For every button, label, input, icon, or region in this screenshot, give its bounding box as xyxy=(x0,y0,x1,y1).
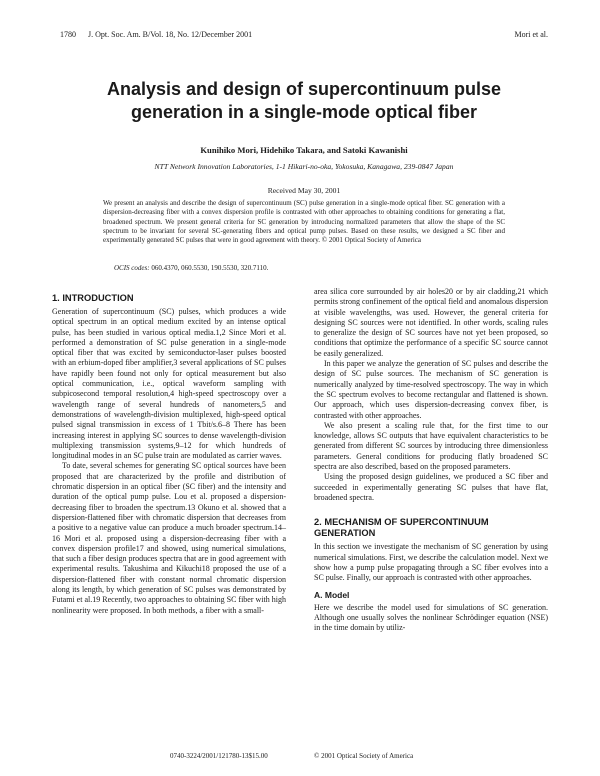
intro-paragraph: Using the proposed design guidelines, we produced a SC fiber and succeeded in experimentally generating SC pulses that have flat, broadened spectra. xyxy=(314,472,548,502)
right-column xyxy=(314,287,548,634)
ocis-codes xyxy=(114,264,268,272)
received-date: Received May 30, 2001 xyxy=(267,186,341,195)
running-authors: Mori et al. xyxy=(514,30,548,39)
intro-paragraph: To date, several schemes for generating SC optical sources have been proposed that are characterized by the profile and distribution of chromatic dispersion in an optical fiber (SC fiber) and the intensity and duration of the optical pump pulse. Lou et al. proposed a dispersion-decreasing fiber to broaden the spectrum.13 Okuno et al. showed that a dispersion-flattened fiber with chromatic dispersion that decreases from a positive to a negative value can produce a much broader spectrum.14–16 Mori et al. proposed using a dispersion-decreasing fiber with a convex dispersion profile17 and showed, using numerical simulations, that such a fiber design produces spectra that are in good agreement with experimental results. Takushima and Kikuchi18 proposed the use of a dispersion-flattened fiber with constant normal chromatic dispersion along its length, by which generation of SC pulses was demonstrated by Futami et al.19 Recently, two approaches to obtaining SC fiber with high nonlinearity were proposed. In both methods, a fiber with a small- xyxy=(52,461,286,615)
mechanism-paragraph: In this section we investigate the mechanism of SC generation by using numerical simulations. First, we describe the calculation model. Next we show how a pump pulse propagating through a SC fiber evolves into a SC pulse. Finally, our approach is contrasted with other approaches. xyxy=(314,542,548,583)
subsection-heading-model: A. Model xyxy=(314,590,350,601)
section-heading-mechanism: 2. MECHANISM OF SUPERCONTINUUM GENERATION xyxy=(314,517,489,539)
section-heading-introduction: 1. INTRODUCTION xyxy=(52,293,134,303)
model-paragraph: Here we describe the model used for simulations of SC generation. Although one usually solves the nonlinear Schrödinger equation (NSE) in the time domain by utiliz- xyxy=(314,602,548,633)
page-footer xyxy=(170,752,414,760)
paper-title: Analysis and design of supercontinuum pulse generation in a single-mode optical fiber xyxy=(106,79,502,122)
journal-citation: J. Opt. Soc. Am. B/Vol. 18, No. 12/December 2001 xyxy=(88,30,253,39)
intro-paragraph: In this paper we analyze the generation of SC pulses and describe the design of SC pulse sources. The mechanism of SC generation is numerically analyzed by time-resolved spectroscopy. The way in which the SC spectrum evolves to become rectangular and flattened is shown. Our approach, which uses dispersion-decreasing convex fiber, is contrasted with other approaches. xyxy=(314,359,548,420)
ocis-values: 060.4370, 060.5530, 190.5530, 320.7110. xyxy=(151,264,269,272)
abstract: We present an analysis and describe the design of supercontinuum (SC) pulse generation in a single-mode optical fiber. SC generation with a dispersion-decreasing fiber with a convex dispersion profile is contrasted with other approaches to obtaining conditions for generating a flat, broadened spectrum. We present general criteria for SC generation by introducing normalized parameters that allow the shape of the SC spectrum to be invariant for several SC-generating fibers and optical pump pulses. Based on these results, we designed a SC fiber and experimentally generated SC pulses that were in good agreement with theory. © 2001 Optical Society of America xyxy=(103,199,505,245)
intro-paragraph: We also present a scaling rule that, for the first time to our knowledge, allows SC outputs that have equivalent characteristics to be generated from different SC sources by introducing three dimensionless parameters. General conditions for producing flatly broadened SC spectra are also described, based on the proposed parameters. xyxy=(314,420,548,472)
ocis-label: OCIS codes: xyxy=(114,264,150,272)
intro-paragraph: Generation of supercontinuum (SC) pulses, which produces a wide optical spectrum in an optical medium excited by an intense optical pulse, has been studied in various optical media.1,2 Since Mori et al. performed a demonstration of SC pulse generation in a single-mode optical fiber that was excited by semiconductor-laser pulses boosted with an erbium-doped fiber amplifier,3 several applications of SC pulses have rapidly been found not only for optical measurement but also optical communication, i.e., optical waveform sampling with subpicosecond temporal resolution,4 high-speed spectroscopy over a wavelength range of several hundreds of nanometers,5 and demonstrations of wavelength-division multiplexed, high-speed optical pulsed signal transmission in excess of 1 Tbit/s.6–8 There has been increasing interest in applying SC sources to dense wavelength-division multiplexing transmission systems,9–12 for which hundreds of longitudinal modes in an SC pulse train are modulated as carrier waves. xyxy=(52,307,286,461)
author-affiliation: NTT Network Innovation Laboratories, 1-1 Hikari-no-oka, Yokosuka, Kanagawa, 239-0847 Japan xyxy=(154,162,454,171)
page-number: 1780 xyxy=(60,30,76,39)
article-code: 0740-3224/2001/121780-13$15.00 xyxy=(170,752,268,760)
author-byline: Kunihiko Mori, Hidehiko Takara, and Satoki Kawanishi xyxy=(200,145,408,155)
copyright-notice: © 2001 Optical Society of America xyxy=(314,752,414,760)
intro-paragraph-continued: area silica core surrounded by air holes20 or by air cladding,21 which permits strong confinement of the optical field and anomalous dispersion at visible wavelengths, was used. However, the general criteria for designing SC sources were not identified. In other words, scaling rules to generalize the design of SC sources have not yet been proposed, so conditions that optimize the performance of a specific SC source cannot be easily generalized. xyxy=(314,287,548,358)
left-column xyxy=(52,287,286,616)
